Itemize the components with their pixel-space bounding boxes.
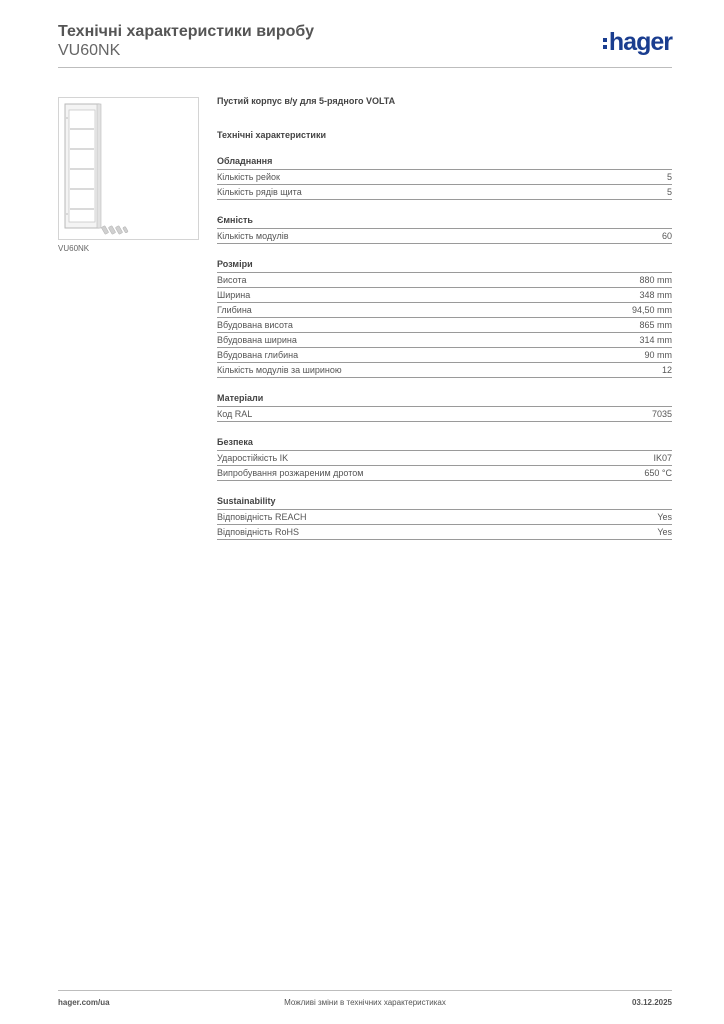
spec-row — [217, 362, 672, 378]
spec-row — [217, 450, 672, 465]
spec-row — [217, 302, 672, 317]
spec-row — [217, 287, 672, 302]
product-description: Пустий корпус в/у для 5-рядного VOLTA — [217, 96, 396, 106]
spec-group-title: Sustainability — [217, 496, 276, 506]
spec-row — [217, 347, 672, 362]
spec-value: 60 — [661, 231, 672, 241]
spec-row — [217, 509, 672, 524]
spec-row — [217, 406, 672, 422]
image-caption: VU60NK — [58, 244, 90, 253]
spec-row — [217, 272, 672, 287]
spec-label: Випробування розжареним дротом — [217, 468, 364, 478]
spec-table — [217, 406, 672, 422]
spec-value: 865 mm — [639, 320, 672, 330]
page-title: Технічні характеристики виробу — [58, 23, 314, 40]
spec-label: Код RAL — [217, 409, 253, 419]
logo-dots-icon — [603, 38, 607, 49]
spec-row — [217, 465, 672, 481]
spec-value: 314 mm — [639, 335, 672, 345]
enclosure-illustration-icon — [59, 98, 198, 239]
spec-row — [217, 317, 672, 332]
spec-label: Висота — [217, 275, 247, 285]
spec-value: Yes — [657, 527, 672, 537]
spec-group-title: Ємність — [217, 215, 253, 225]
spec-label: Кількість рядів щита — [217, 187, 302, 197]
logo-text: hager — [608, 28, 672, 56]
spec-value: 12 — [661, 365, 672, 375]
spec-value: 7035 — [651, 409, 672, 419]
spec-value: 880 mm — [639, 275, 672, 285]
hager-logo — [603, 28, 672, 56]
spec-label: Вбудована ширина — [217, 335, 297, 345]
spec-table — [217, 450, 672, 481]
spec-label: Відповідність RoHS — [217, 527, 299, 537]
spec-label: Кількість рейок — [217, 172, 280, 182]
page-header — [58, 22, 314, 60]
spec-table — [217, 169, 672, 200]
spec-row — [217, 228, 672, 244]
spec-value: 5 — [666, 172, 672, 182]
spec-label: Ширина — [217, 290, 251, 300]
spec-table — [217, 509, 672, 540]
spec-value: 94,50 mm — [631, 305, 672, 315]
header-divider — [58, 67, 672, 68]
spec-heading: Технічні характеристики — [217, 130, 326, 140]
spec-group-title: Обладнання — [217, 156, 273, 166]
spec-group-title: Безпека — [217, 437, 253, 447]
spec-row — [217, 169, 672, 184]
spec-label: Вбудована глибина — [217, 350, 299, 360]
footer-website-link[interactable]: hager.com/ua — [58, 998, 110, 1007]
spec-sheet — [217, 96, 672, 540]
page-footer — [58, 998, 672, 1010]
spec-value: 650 °C — [644, 468, 672, 478]
spec-label: Ударостійкість IK — [217, 453, 289, 463]
spec-label: Глибина — [217, 305, 252, 315]
spec-value: Yes — [657, 512, 672, 522]
footer-notice: Можливі зміни в технічних характеристиках — [284, 998, 446, 1007]
spec-label: Вбудована висота — [217, 320, 293, 330]
spec-row — [217, 184, 672, 200]
spec-row — [217, 332, 672, 347]
spec-table — [217, 272, 672, 378]
spec-group-title: Розміри — [217, 259, 253, 269]
footer-divider — [58, 990, 672, 991]
spec-label: Відповідність REACH — [217, 512, 307, 522]
spec-label: Кількість модулів за шириною — [217, 365, 342, 375]
spec-value: 90 mm — [644, 350, 672, 360]
spec-label: Кількість модулів — [217, 231, 289, 241]
footer-date: 03.12.2025 — [631, 998, 672, 1007]
spec-group-title: Матеріали — [217, 393, 264, 403]
spec-value: 5 — [666, 187, 672, 197]
spec-table — [217, 228, 672, 244]
spec-row — [217, 524, 672, 540]
spec-value: 348 mm — [639, 290, 672, 300]
product-code: VU60NK — [58, 42, 121, 59]
spec-groups — [217, 156, 672, 540]
product-image — [58, 97, 199, 240]
spec-value: IK07 — [653, 453, 672, 463]
